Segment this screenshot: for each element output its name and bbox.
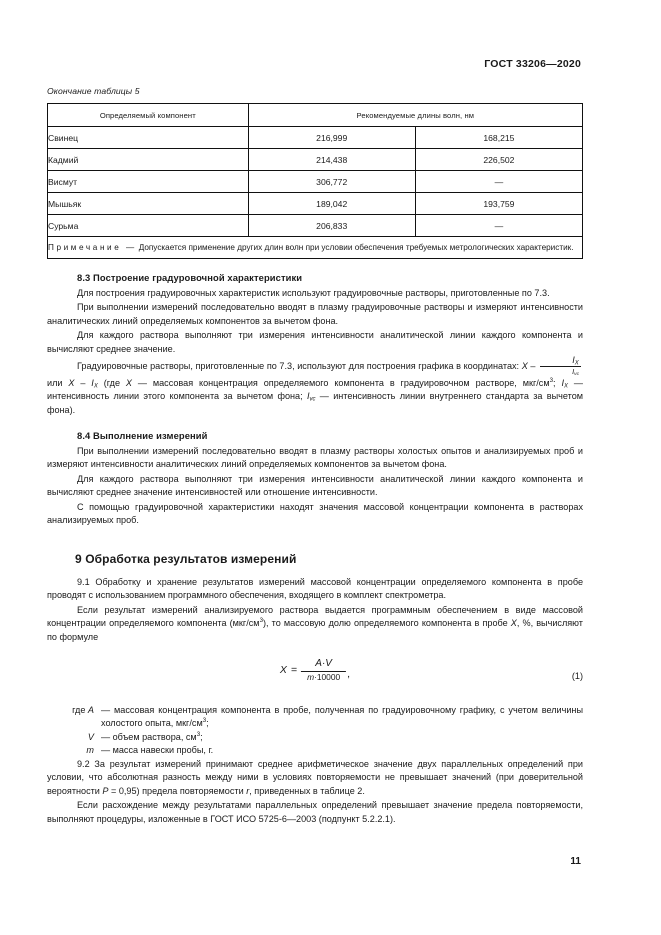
symbol-r: r [246, 785, 250, 796]
symbol-X: X [521, 361, 528, 372]
paragraph-8-3-2: При выполнении измерений последовательно вводят в плазму градуировочные растворы и измеряют интенсивности аналитических линий определяемых компонентов за вычетом фона. [47, 302, 583, 326]
cell-wavelength-2: — [415, 215, 582, 237]
cell-component: Висмут [48, 171, 249, 193]
column-header-wavelengths: Рекомендуемые длины волн, нм [248, 104, 582, 127]
page-number: 11 [570, 856, 581, 867]
paragraph-9-2 [47, 758, 583, 798]
formula-expression [280, 658, 350, 682]
paragraph-9-3: Если расхождение между результатами параллельных определений превышает значение предела повторяемости, выполняют процедуры, изложенные в ГОСТ ИСО 5725-6—2003 (подпункт 5.2.2.1). [47, 800, 583, 824]
formula-1 [47, 658, 583, 692]
heading-8-3: 8.3 Построение градуровочной характеристики [77, 272, 303, 283]
symbol-X-2: X [68, 377, 75, 388]
column-header-component: Определяемый компонент [48, 104, 249, 127]
p92-text-c: , приведенных в таблице 2. [249, 785, 365, 796]
fraction-Ix-over-Ivc [540, 355, 581, 378]
symbol-m: m [86, 745, 94, 756]
where-def-A [101, 704, 583, 731]
formula-fraction [301, 658, 346, 682]
formula-lhs: X [279, 664, 287, 677]
symbol-X: X [510, 618, 517, 629]
denominator-number: 10000 [316, 671, 341, 682]
where-dash: — [101, 731, 111, 742]
cell-wavelength-2: — [415, 171, 582, 193]
intro-text-c: , %, вычисляют по формуле [47, 618, 583, 642]
table-row [48, 127, 583, 149]
where-def-V [101, 731, 583, 744]
superscript-cubed: 3 [549, 376, 554, 384]
where-item-V [47, 731, 583, 744]
table-row [48, 171, 583, 193]
where-lead-m [47, 744, 101, 757]
numerator-A: A [315, 658, 322, 670]
where-text: масса навески пробы, г. [112, 745, 214, 756]
formula-numerator [301, 658, 346, 671]
p4-text-c: (где [97, 377, 126, 388]
where-lead-A [47, 704, 101, 717]
symbol-I-subscript: X [93, 382, 98, 389]
paragraph-8-3-4 [47, 357, 583, 417]
numerator-V: V [325, 658, 332, 670]
where-dash: — [101, 705, 111, 716]
table-note [48, 237, 583, 259]
cell-component: Свинец [48, 127, 249, 149]
p4-text-d: — массовая концентрация определяемого компонента в градуировочном растворе, мкг/см [131, 377, 550, 388]
page-content [47, 86, 583, 826]
symbol-X-3: X [125, 377, 132, 388]
superscript-cubed: 3 [196, 730, 201, 738]
p92-text-a: 9.2 За результат измерений принимают среднее арифметическое значение двух параллельных определений при условии, что абсолютная разность между ними в условиях повторяемости не превышает значений (при доверительной вероятности [47, 758, 583, 796]
cell-wavelength-2: 168,215 [415, 127, 582, 149]
where-text-end: ; [200, 731, 203, 742]
heading-8-4: 8.4 Выполнение измерений [77, 430, 208, 442]
heading-9: 9 Обработка результатов измерений [75, 551, 297, 566]
where-word: где [72, 705, 86, 716]
p4-text-e: ; [553, 377, 562, 388]
cell-wavelength-2: 193,759 [415, 193, 582, 215]
numerator-subscript: X [574, 360, 579, 367]
fraction-denominator [540, 367, 581, 378]
numerator-symbol: I [572, 355, 575, 366]
table-row [48, 149, 583, 171]
running-head: ГОСТ 33206—2020 [484, 58, 581, 70]
cell-wavelength-1: 216,999 [248, 127, 415, 149]
formula-denominator [301, 672, 346, 683]
where-def-m [101, 744, 583, 757]
table-note-row [48, 237, 583, 259]
formula-number: (1) [571, 671, 583, 682]
formula-equals: = [290, 664, 298, 677]
paragraph-9-1: 9.1 Обработку и хранение результатов измерений массовой концентрации определяемого компонента в пробе проводят с использованием программного обеспечения, входящего в комплект спектрометра. [47, 576, 583, 601]
cell-component: Мышьяк [48, 193, 249, 215]
denominator-dot: · [314, 671, 317, 682]
note-text: Допускается применение других длин волн при условии обеспечения требуемых метрологических характеристик. [138, 242, 574, 252]
p4-text-g: — интенсивность линии внутреннего стандарта за вычетом фона). [47, 391, 584, 415]
p4-text-f: — интенсивность линии этого компонента за вычетом фона; [47, 377, 583, 402]
where-text: объем раствора, см [112, 731, 197, 742]
paragraph-8-4-1: При выполнении измерений последовательно вводят в плазму растворы холостых опытов и анализируемых проб и измеряют интенсивности аналитических линий определяемых компонентов за вычетом фона. [47, 446, 583, 470]
symbol-A: A [87, 705, 94, 716]
cell-wavelength-1: 189,042 [248, 193, 415, 215]
superscript-cubed: 3 [259, 617, 263, 625]
cell-wavelength-1: 306,772 [248, 171, 415, 193]
symbol-I-2-subscript: X [563, 382, 568, 389]
where-lead-V [47, 731, 101, 744]
symbol-Ivc: I [306, 391, 310, 402]
where-item-m [47, 744, 583, 757]
cell-component: Сурьма [48, 215, 249, 237]
intro-text-a: Если результат измерений анализируемого раствора выдается программным обеспечением в виде массовой концентрации определяемого компонента (мкг/см [47, 604, 583, 629]
symbol-V: V [87, 731, 94, 742]
cell-component: Кадмий [48, 149, 249, 171]
paragraph-8-4-3: С помощью градуировочной характеристики находят значения массовой концентрации компонента в растворах анализируемых проб. [47, 501, 583, 526]
note-dash: — [121, 242, 139, 252]
minus-sign-2: – [74, 377, 92, 388]
numerator-dot: · [321, 658, 326, 670]
denominator-symbol: I [572, 367, 575, 377]
intro-text-b: ), то массовую долю определяемого компонента в пробе [263, 618, 511, 629]
denominator-subscript: vc [574, 372, 579, 378]
p92-text-b: = 0,95) предела повторяемости [108, 785, 247, 796]
paragraph-8-3-1: Для построения градуировочных характеристик используют градуировочные растворы, приготовленные по 7.3. [77, 288, 550, 298]
paragraph-9-formula-intro [47, 604, 583, 644]
table-header-row [48, 104, 583, 127]
table-caption: Окончание таблицы 5 [47, 86, 140, 96]
formula-symbol-list [47, 704, 583, 758]
minus-sign: – [527, 361, 539, 372]
superscript-cubed: 3 [202, 717, 207, 725]
p4-text-a: Градуировочные растворы, приготовленные по 7.3, используют для построения графика в координатах: [77, 361, 522, 372]
cell-wavelength-1: 214,438 [248, 149, 415, 171]
paragraph-8-3-3: Для каждого раствора выполняют три измерения интенсивности аналитической линии каждого компонента и вычисляют среднее значение. [47, 330, 583, 354]
symbol-P: P [102, 785, 109, 796]
where-dash: — [101, 745, 111, 756]
note-label: Примечание [48, 242, 122, 252]
symbol-I-2: I [561, 377, 564, 388]
where-text-end: ; [206, 718, 209, 729]
fraction-numerator [540, 356, 581, 366]
p4-text-b: или [47, 377, 69, 388]
denominator-m: m [307, 671, 315, 682]
wavelengths-table [47, 103, 583, 259]
where-text: массовая концентрация компонента в пробе, полученная по градуировочному графику, с учетом величины холостого опыта, мкг/см [101, 705, 583, 729]
paragraph-8-4-2: Для каждого раствора выполняют три измерения интенсивности аналитической линии каждого компонента и вычисляют среднее значение интенсивностей или отношение интенсивности. [47, 473, 583, 498]
cell-wavelength-1: 206,833 [248, 215, 415, 237]
where-item-A [47, 704, 583, 731]
table-row [48, 215, 583, 237]
table-row [48, 193, 583, 215]
formula-comma: , [347, 668, 351, 681]
cell-wavelength-2: 226,502 [415, 149, 582, 171]
symbol-I: I [91, 377, 94, 388]
symbol-Ivc-subscript: vc [309, 396, 316, 403]
